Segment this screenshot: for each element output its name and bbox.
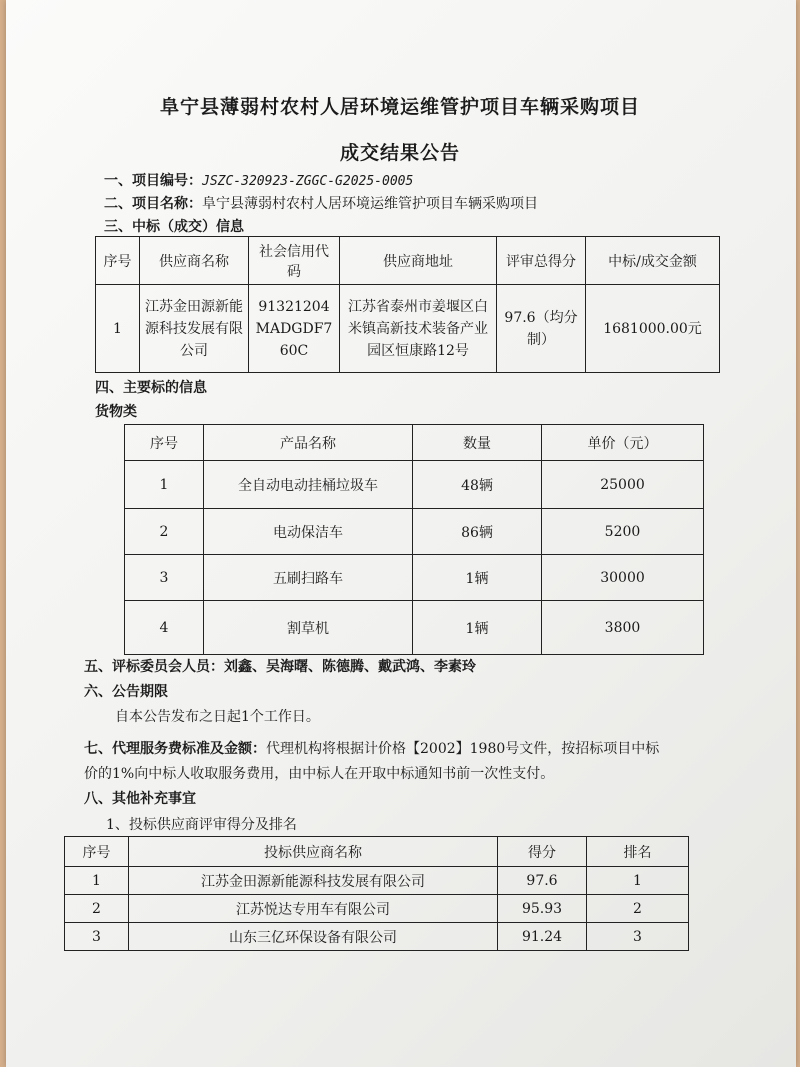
row-number: 1 xyxy=(96,285,140,373)
quantity: 1辆 xyxy=(413,555,542,601)
header-cell: 得分 xyxy=(498,837,587,867)
review-score: 97.6（均分制） xyxy=(497,285,586,373)
project-number: JSZC-320923-ZGGC-G2025-0005 xyxy=(202,174,414,189)
row-number: 1 xyxy=(125,461,204,509)
project-number-line xyxy=(104,170,413,190)
product-name: 电动保洁车 xyxy=(204,509,413,555)
unit-price: 30000 xyxy=(542,555,704,601)
product-name: 割草机 xyxy=(204,601,413,655)
header-cell: 供应商地址 xyxy=(340,237,497,285)
header-cell: 供应商名称 xyxy=(140,237,249,285)
unit-price: 5200 xyxy=(542,509,704,555)
row-number: 3 xyxy=(125,555,204,601)
section-winner-heading: 三、中标（成交）信息 xyxy=(104,219,244,235)
ranking-label: 1、投标供应商评审得分及排名 xyxy=(106,817,297,833)
goods-table xyxy=(124,424,704,655)
fee-text-continued: 价的1%向中标人收取服务费用，由中标人在开取中标通知书前一次性支付。 xyxy=(84,766,555,782)
section-goods-heading: 四、主要标的信息 xyxy=(95,380,207,396)
table-row xyxy=(65,895,689,923)
bidder-score: 91.24 xyxy=(498,923,587,951)
bidder-rank: 2 xyxy=(587,895,689,923)
project-name-line xyxy=(104,193,538,213)
supplier-address: 江苏省泰州市姜堰区白米镇高新技术装备产业园区恒康路12号 xyxy=(340,285,497,373)
bidder-name: 江苏金田源新能源科技发展有限公司 xyxy=(129,867,498,895)
fee-text: 代理机构将根据计价格【2002】1980号文件，按招标项目中标 xyxy=(266,741,660,757)
product-name: 五刷扫路车 xyxy=(204,555,413,601)
fee-label: 七、代理服务费标准及金额： xyxy=(84,741,266,757)
row-number: 2 xyxy=(65,895,129,923)
notice-title: 阜宁县薄弱村农村人居环境运维管护项目车辆采购项目 xyxy=(159,96,640,118)
section-committee: 五、评标委员会人员：刘鑫、吴海曙、陈德腾、戴武鸿、李素玲 xyxy=(84,659,476,675)
row-number: 2 xyxy=(125,509,204,555)
bidder-name: 江苏悦达专用车有限公司 xyxy=(129,895,498,923)
bidder-rank: 1 xyxy=(587,867,689,895)
quantity: 48辆 xyxy=(413,461,542,509)
header-cell: 单价（元） xyxy=(542,425,704,461)
unit-price: 3800 xyxy=(542,601,704,655)
goods-category-label: 货物类 xyxy=(95,404,137,420)
section-period-heading: 六、公告期限 xyxy=(84,684,168,700)
header-cell: 评审总得分 xyxy=(497,237,586,285)
header-cell: 数量 xyxy=(413,425,542,461)
bidder-rank: 3 xyxy=(587,923,689,951)
bidder-name: 山东三亿环保设备有限公司 xyxy=(129,923,498,951)
project-number-label: 一、项目编号： xyxy=(104,173,202,189)
section-fee-line xyxy=(84,738,659,758)
row-number: 4 xyxy=(125,601,204,655)
table-row xyxy=(125,509,704,555)
table-row xyxy=(65,867,689,895)
row-number: 3 xyxy=(65,923,129,951)
header-cell: 中标/成交金额 xyxy=(586,237,720,285)
table-header-row xyxy=(65,837,689,867)
period-text: 自本公告发布之日起1个工作日。 xyxy=(115,709,320,725)
table-header-row xyxy=(96,237,720,285)
header-cell: 产品名称 xyxy=(204,425,413,461)
header-cell: 序号 xyxy=(65,837,129,867)
header-cell: 投标供应商名称 xyxy=(129,837,498,867)
header-cell: 社会信用代码 xyxy=(249,237,340,285)
award-amount: 1681000.00元 xyxy=(586,285,720,373)
supplier-name: 江苏金田源新能源科技发展有限公司 xyxy=(140,285,249,373)
project-name-label: 二、项目名称： xyxy=(104,196,202,212)
bidder-score: 97.6 xyxy=(498,867,587,895)
ranking-table xyxy=(64,836,689,951)
table-row xyxy=(125,555,704,601)
header-cell: 序号 xyxy=(125,425,204,461)
quantity: 86辆 xyxy=(413,509,542,555)
bidder-score: 95.93 xyxy=(498,895,587,923)
table-header-row xyxy=(125,425,704,461)
section-other-heading: 八、其他补充事宜 xyxy=(84,791,196,807)
header-cell: 序号 xyxy=(96,237,140,285)
table-row xyxy=(96,285,720,373)
table-row xyxy=(125,461,704,509)
product-name: 全自动电动挂桶垃圾车 xyxy=(204,461,413,509)
winner-table xyxy=(95,236,720,373)
unit-price: 25000 xyxy=(542,461,704,509)
quantity: 1辆 xyxy=(413,601,542,655)
table-row xyxy=(125,601,704,655)
header-cell: 排名 xyxy=(587,837,689,867)
row-number: 1 xyxy=(65,867,129,895)
project-name: 阜宁县薄弱村农村人居环境运维管护项目车辆采购项目 xyxy=(202,196,538,212)
notice-subtitle: 成交结果公告 xyxy=(339,142,460,164)
table-row xyxy=(65,923,689,951)
credit-code: 91321204MADGDF760C xyxy=(249,285,340,373)
